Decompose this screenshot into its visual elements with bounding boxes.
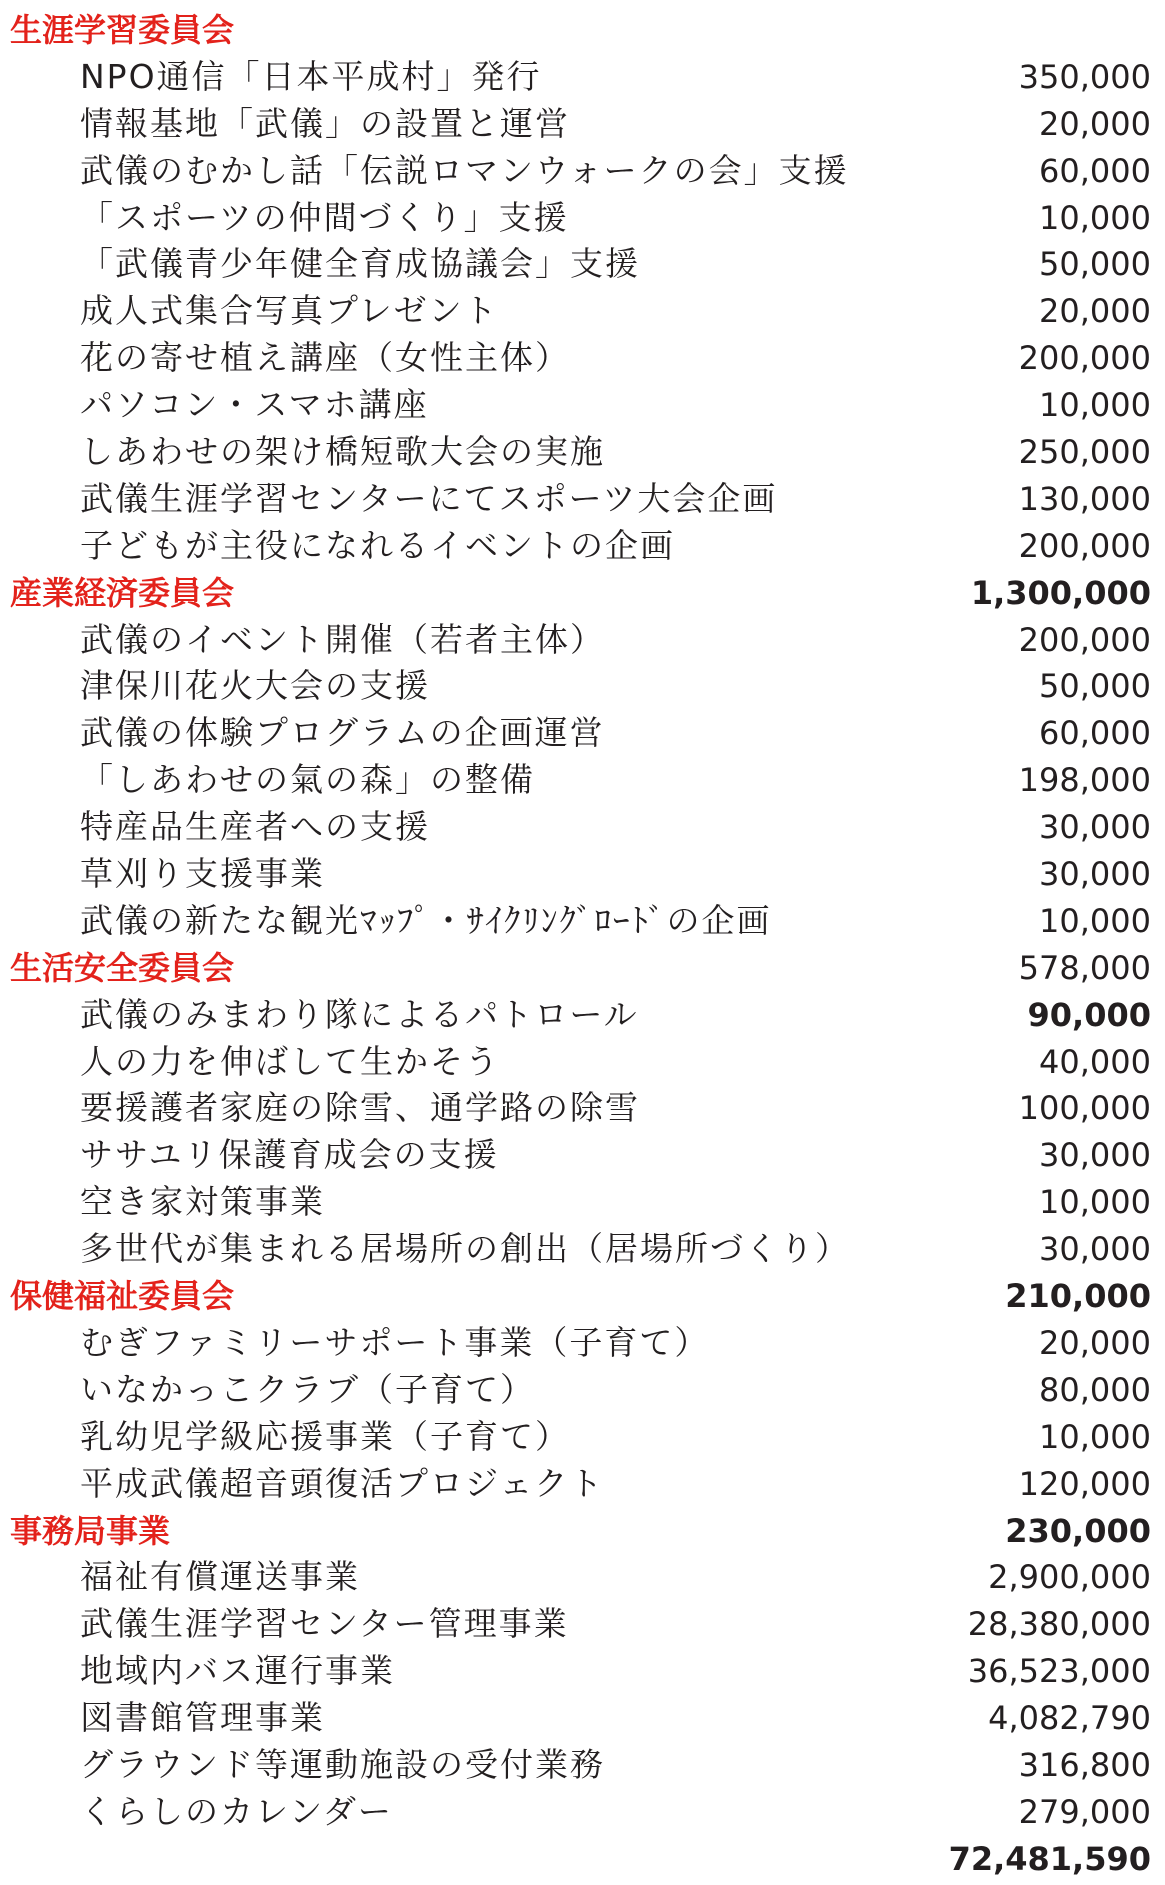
budget-item-row xyxy=(0,335,1165,382)
budget-item-row xyxy=(0,1367,1165,1414)
item-amount: 20,000 xyxy=(1039,1323,1151,1362)
item-amount: 30,000 xyxy=(1039,855,1151,894)
item-amount: 60,000 xyxy=(1039,714,1151,753)
budget-item-row xyxy=(0,148,1165,195)
item-amount: 4,082,790 xyxy=(988,1699,1151,1738)
item-amount: 200,000 xyxy=(1018,339,1151,378)
item-amount: 30,000 xyxy=(1039,1136,1151,1175)
budget-item-row xyxy=(0,1179,1165,1226)
budget-item-row xyxy=(0,382,1165,429)
item-label: 多世代が集まれる居場所の創出（居場所づくり） xyxy=(80,1229,850,1269)
item-amount: 10,000 xyxy=(1039,198,1151,237)
budget-item-row xyxy=(0,101,1165,148)
item-label: NPO通信「日本平成村」発行 xyxy=(80,56,542,96)
budget-item-row xyxy=(0,476,1165,523)
item-label: 特産品生産者への支援 xyxy=(80,807,430,847)
item-amount: 60,000 xyxy=(1039,151,1151,190)
budget-item-row xyxy=(0,1461,1165,1508)
item-label: しあわせの架け橋短歌大会の実施 xyxy=(80,432,605,472)
section-heading-row xyxy=(0,7,1165,54)
item-label: 要援護者家庭の除雪、通学路の除雪 xyxy=(80,1088,640,1128)
budget-item-row xyxy=(0,898,1165,945)
budget-item-row xyxy=(0,54,1165,101)
budget-item-row xyxy=(0,288,1165,335)
budget-list xyxy=(0,7,1165,1883)
section-heading-row xyxy=(0,1508,1165,1555)
budget-item-row xyxy=(0,523,1165,570)
budget-item-row xyxy=(0,1601,1165,1648)
section-heading: 生涯学習委員会 xyxy=(10,11,235,49)
section-heading: 保健福祉委員会 xyxy=(10,1277,235,1316)
budget-item-row xyxy=(0,195,1165,242)
budget-item-row xyxy=(0,1789,1165,1836)
section-heading: 生活安全委員会 xyxy=(10,948,235,987)
item-label: 乳幼児学級応援事業（子育て） xyxy=(80,1416,570,1456)
item-label: 武儀のむかし話「伝説ロマンウォークの会」支援 xyxy=(80,150,849,190)
item-amount: 20,000 xyxy=(1039,292,1151,331)
item-amount: 250,000 xyxy=(1018,433,1151,472)
item-amount: 230,000 xyxy=(1005,1511,1151,1550)
budget-item-row xyxy=(0,429,1165,476)
item-label: パソコン・スマホ講座 xyxy=(80,385,429,425)
item-label: 津保川花火大会の支援 xyxy=(80,666,430,706)
item-amount: 90,000 xyxy=(1027,995,1151,1034)
item-label: 武儀生涯学習センターにてスポーツ大会企画 xyxy=(80,478,778,518)
item-amount: 578,000 xyxy=(1018,948,1151,987)
item-label: 福祉有償運送事業 xyxy=(80,1557,360,1597)
budget-item-row xyxy=(0,1085,1165,1132)
item-amount: 80,000 xyxy=(1039,1370,1151,1409)
item-label: 武儀生涯学習センター管理事業 xyxy=(80,1604,569,1644)
item-label: 人の力を伸ばして生かそう xyxy=(80,1041,500,1081)
budget-item-row xyxy=(0,1648,1165,1695)
section-heading-row xyxy=(0,570,1165,617)
item-label: 花の寄せ植え講座（女性主体） xyxy=(80,338,570,378)
item-amount: 198,000 xyxy=(1018,761,1151,800)
item-amount: 100,000 xyxy=(1018,1089,1151,1128)
item-label: 情報基地「武儀」の設置と運営 xyxy=(80,103,570,143)
budget-item-row xyxy=(0,757,1165,804)
item-amount: 130,000 xyxy=(1018,479,1151,518)
item-label: 平成武儀超音頭復活プロジェクト xyxy=(80,1463,605,1503)
item-amount: 316,800 xyxy=(1018,1745,1151,1784)
budget-item-row xyxy=(0,1554,1165,1601)
item-label: 子どもが主役になれるイベントの企画 xyxy=(80,525,675,565)
section-heading: 産業経済委員会 xyxy=(10,573,235,612)
budget-item-row xyxy=(0,1226,1165,1273)
item-amount: 20,000 xyxy=(1039,104,1151,143)
item-amount: 30,000 xyxy=(1039,1230,1151,1269)
item-label: 地域内バス運行事業 xyxy=(80,1651,395,1691)
budget-item-row xyxy=(0,663,1165,710)
item-amount: 200,000 xyxy=(1018,526,1151,565)
item-amount: 2,900,000 xyxy=(988,1558,1151,1597)
item-label: 「しあわせの氣の森」の整備 xyxy=(80,760,535,800)
item-amount: 36,523,000 xyxy=(967,1652,1151,1691)
budget-item-row xyxy=(0,1039,1165,1086)
item-amount: 120,000 xyxy=(1018,1464,1151,1503)
budget-item-row xyxy=(0,1320,1165,1367)
item-amount: 10,000 xyxy=(1039,1183,1151,1222)
budget-item-row xyxy=(0,1742,1165,1789)
item-label: 草刈り支援事業 xyxy=(80,854,325,894)
grand-total-amount: 72,481,590 xyxy=(948,1839,1151,1878)
item-amount: 200,000 xyxy=(1018,620,1151,659)
item-label: くらしのカレンダー xyxy=(80,1791,393,1831)
item-label: 武儀の体験プログラムの企画運営 xyxy=(80,713,605,753)
item-amount: 30,000 xyxy=(1039,808,1151,847)
item-label: ササユリ保護育成会の支援 xyxy=(80,1135,499,1175)
item-amount: 10,000 xyxy=(1039,1417,1151,1456)
section-heading-row xyxy=(0,945,1165,992)
item-amount: 279,000 xyxy=(1018,1792,1151,1831)
item-label: 成人式集合写真プレゼント xyxy=(80,291,499,331)
item-amount: 10,000 xyxy=(1039,386,1151,425)
item-label: 「スポーツの仲間づくり」支援 xyxy=(80,197,569,237)
budget-item-row xyxy=(0,1132,1165,1179)
item-amount: 1,300,000 xyxy=(970,573,1151,612)
budget-item-row xyxy=(0,710,1165,757)
item-amount: 10,000 xyxy=(1039,901,1151,940)
item-label: 武儀の新たな観光ﾏｯﾌﾟ・ｻｲｸﾘﾝｸﾞﾛｰﾄﾞの企画 xyxy=(80,900,772,940)
budget-item-row xyxy=(0,241,1165,288)
budget-item-row xyxy=(0,804,1165,851)
item-label: グラウンド等運動施設の受付業務 xyxy=(80,1744,605,1784)
item-amount: 350,000 xyxy=(1018,57,1151,96)
grand-total-row xyxy=(0,1836,1165,1883)
item-label: むぎファミリーサポート事業（子育て） xyxy=(80,1322,710,1362)
item-amount: 50,000 xyxy=(1039,667,1151,706)
item-label: 「武儀青少年健全育成協議会」支援 xyxy=(80,244,640,284)
budget-item-row xyxy=(0,851,1165,898)
budget-item-row xyxy=(0,617,1165,664)
item-amount: 50,000 xyxy=(1039,245,1151,284)
item-amount: 40,000 xyxy=(1039,1042,1151,1081)
item-label: 武儀のみまわり隊によるパトロール xyxy=(80,994,639,1034)
item-amount: 210,000 xyxy=(1005,1277,1151,1316)
item-label: 空き家対策事業 xyxy=(80,1182,325,1222)
section-heading-row xyxy=(0,1273,1165,1320)
item-label: 図書館管理事業 xyxy=(80,1698,325,1738)
budget-item-row xyxy=(0,1695,1165,1742)
section-heading: 事務局事業 xyxy=(10,1511,171,1550)
budget-item-row xyxy=(0,1414,1165,1461)
budget-item-row xyxy=(0,992,1165,1039)
item-label: 武儀のイベント開催（若者主体） xyxy=(80,619,605,659)
item-amount: 28,380,000 xyxy=(967,1605,1151,1644)
item-label: いなかっこクラブ（子育て） xyxy=(80,1369,535,1409)
